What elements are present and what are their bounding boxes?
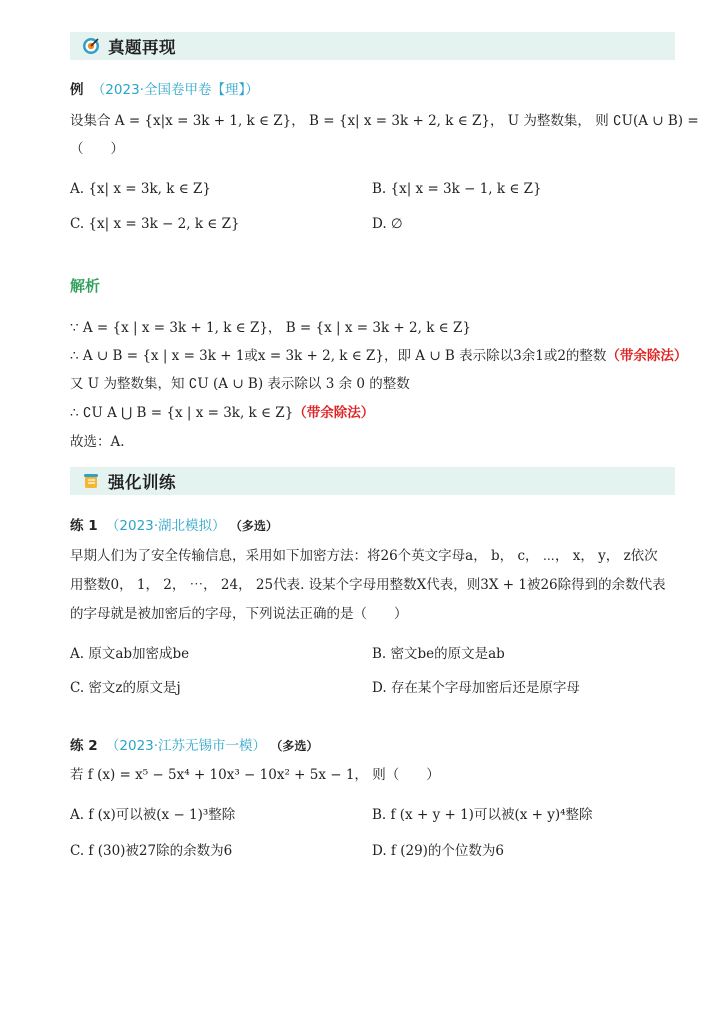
example-stem-line2: （ ） [70,141,124,157]
section-title: 真题再现 [108,38,176,57]
option-c: C. {x| x = 3k − 2, k ∈ Z} [70,216,240,232]
ex1-option-a: A. 原文ab加密成be [70,646,190,662]
solution-line-4 [70,403,374,423]
section-title: 强化训练 [108,473,176,492]
exercise-2-header [70,736,318,756]
exercise-tag: 练 1 [70,518,98,534]
ex2-option-c: C. f (30)被27除的余数为6 [70,843,233,859]
section-header-real-exam [70,32,675,60]
exercise-1-header [70,516,278,536]
exercise-type: （多选） [270,739,319,753]
exercise-2-stem: 若 f (x) = x⁵ − 5x⁴ + 10x³ − 10x² + 5x − 1， 则（ ） [70,767,440,783]
exercise-source: （2023·江苏无锡市一模） [105,738,267,754]
solution-line-1: ∵ A = {x | x = 3k + 1, k ∈ Z}， B = {x | x = 3k + 2, k ∈ Z} [70,320,471,336]
section-header-practice [70,467,675,495]
solution-line-4-main: ∴ ∁U A ⋃ B = {x | x = 3k, k ∈ Z} [70,405,294,421]
exercise-type: （多选） [229,519,278,533]
exercise-1-line3: 的字母就是被加密后的字母，下列说法正确的是（ ） [70,606,408,622]
solution-line-3: 又 U 为整数集，知 ∁U (A ∪ B) 表示除以 3 余 0 的整数 [70,376,410,392]
solution-note: （带余除法） [293,405,375,421]
target-icon [82,37,100,55]
option-a: A. {x| x = 3k, k ∈ Z} [70,181,211,197]
solution-note: （带余除法） [606,348,688,364]
ex2-option-b: B. f (x + y + 1)可以被(x + y)⁴整除 [372,807,593,823]
solution-line-2 [70,346,687,366]
example-stem-line1: 设集合 A = {x|x = 3k + 1, k ∈ Z}， B = {x| x = 3k + 2, k ∈ Z}， U 为整数集， 则 ∁U(A ∪ B) = [70,113,699,129]
exercise-tag: 练 2 [70,738,98,754]
exercise-source: （2023·湖北模拟） [105,518,226,534]
ex1-option-b: B. 密文be的原文是ab [372,646,505,662]
ex2-option-d: D. f (29)的个位数为6 [372,843,505,859]
example-tag: 例 [70,82,84,98]
example-source: （2023·全国卷甲卷【理】） [91,82,259,98]
ex2-option-a: A. f (x)可以被(x − 1)³整除 [70,807,236,823]
scroll-icon [82,472,100,490]
solution-line-5: 故选：A. [70,434,125,450]
example-header [70,80,259,100]
ex1-option-d: D. 存在某个字母加密后还是原字母 [372,680,580,696]
exercise-1-line1: 早期人们为了安全传输信息，采用如下加密方法：将26个英文字母a， b， c， ⋯， x， y， z依次 [70,548,658,564]
ex1-option-c: C. 密文z的原文是j [70,680,181,696]
option-d: D. ∅ [372,216,403,232]
solution-line-2-main: ∴ A ∪ B = {x | x = 3k + 1或x = 3k + 2, k ∈ Z}，即 A ∪ B 表示除以3余1或2的整数 [70,348,607,364]
option-b: B. {x| x = 3k − 1, k ∈ Z} [372,181,542,197]
exercise-1-line2: 用整数0， 1， 2， ⋯， 24， 25代表. 设某个字母用整数X代表，则3X + 1被26除得到的余数代表 [70,577,666,593]
solution-heading: 解析 [70,277,101,295]
